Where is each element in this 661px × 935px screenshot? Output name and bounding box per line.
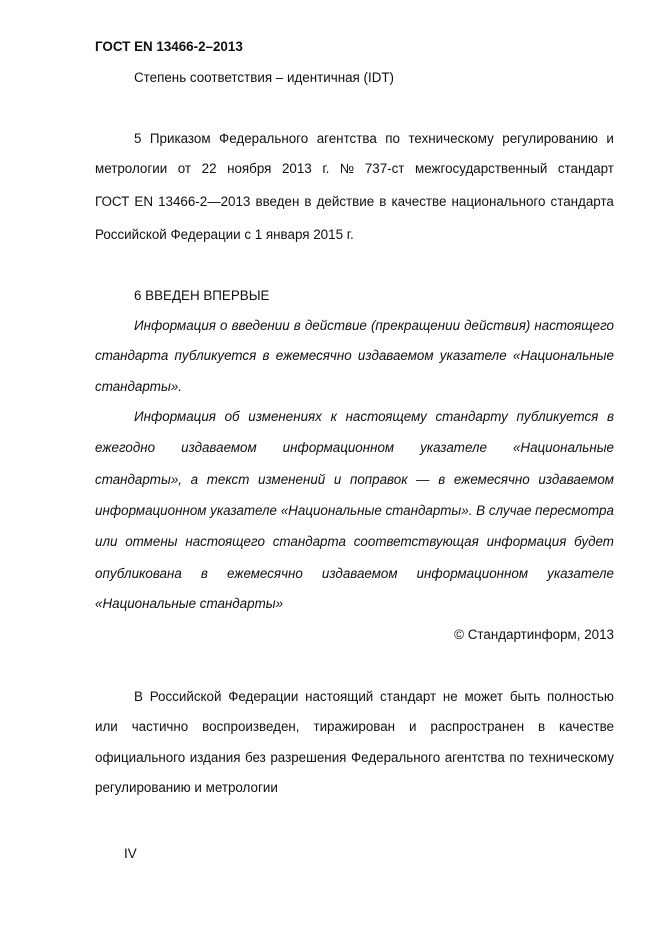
section6-p2-line5 [95, 534, 614, 550]
word: 13466-2—2013 [158, 194, 251, 209]
notice-line1 [134, 689, 614, 705]
word: поправок [349, 472, 408, 487]
word: по [509, 750, 525, 765]
word: указателе [210, 503, 278, 518]
word: и [333, 472, 342, 487]
word: национального [451, 194, 546, 209]
word: соответствующая [353, 534, 479, 549]
word: агентства [316, 131, 377, 146]
section6-title: 6 ВВЕДЕН ВПЕРВЫЕ [134, 288, 270, 303]
word: ежегодно [95, 440, 156, 455]
section6-p2-line1 [134, 409, 614, 425]
word: случае [488, 503, 532, 518]
word: настоящего [534, 318, 614, 333]
word: в [379, 194, 387, 209]
word: стандарты», [95, 472, 182, 487]
word: информационном [416, 566, 529, 581]
word: Приказом [149, 131, 211, 146]
word: настоящего [185, 534, 265, 549]
word: от [177, 161, 192, 176]
word: по [385, 131, 400, 146]
word: о [220, 318, 228, 333]
word: разрешения [270, 750, 347, 765]
notice-line3 [95, 750, 614, 766]
word: или [95, 719, 118, 734]
word: стандарт [380, 689, 437, 704]
word: издаваемом [538, 472, 614, 487]
word: пересмотра [535, 503, 614, 518]
word: информация [486, 534, 567, 549]
word: в [304, 194, 312, 209]
word: «Национальные [512, 348, 614, 363]
word: тиражирован [313, 719, 396, 734]
word: настоящему [345, 409, 427, 424]
word: в [606, 409, 614, 424]
section6-p1-line2 [95, 348, 614, 364]
word: быть [509, 689, 541, 704]
word: об [224, 409, 240, 424]
word: частично [131, 719, 189, 734]
word: в [293, 318, 301, 333]
section6-p1-line3: стандарты». [95, 379, 182, 394]
word: издаваемом [181, 440, 257, 455]
word: опубликована [95, 566, 182, 581]
word: ноября [227, 161, 272, 176]
word: и [409, 719, 417, 734]
word: техническому [528, 750, 614, 765]
word: межгосударственный [415, 161, 548, 176]
word: г. [322, 161, 330, 176]
word: распространен [430, 719, 525, 734]
word: 737-ст [364, 161, 405, 176]
word: EN [134, 194, 153, 209]
word: издаваемом [357, 348, 434, 363]
word: действие [304, 318, 367, 333]
word: Федерального [350, 750, 441, 765]
word: публикуется [516, 409, 599, 424]
section6-p2-line2 [95, 440, 614, 456]
word: регулированию [502, 131, 598, 146]
word: ГОСТ [95, 194, 130, 209]
section6-p2-line6 [95, 566, 614, 582]
word: а [190, 472, 199, 487]
word: Федерации [228, 689, 299, 704]
word: ежемесячно [453, 472, 530, 487]
word: качестве [391, 194, 447, 209]
copyright: © Стандартинформ, 2013 [454, 627, 614, 642]
word: качестве [559, 719, 614, 734]
word: в [200, 566, 208, 581]
word: текст [206, 472, 250, 487]
notice-line2 [95, 719, 614, 735]
word: 22 [201, 161, 217, 176]
section5-line4: Российской Федерации с 1 января 2015 г. [95, 227, 354, 242]
word: изменениях [248, 409, 322, 424]
word: указателе [420, 440, 487, 455]
word: Информация [134, 409, 216, 424]
word: публикуется [174, 348, 257, 363]
word: или [95, 534, 118, 549]
word: введении [231, 318, 290, 333]
section5-line1 [134, 131, 614, 147]
word: без [245, 750, 266, 765]
word: В [134, 689, 143, 704]
word: будет [574, 534, 614, 549]
word: метрологии [95, 161, 168, 176]
word: действие [316, 194, 375, 209]
word: (прекращении [370, 318, 461, 333]
word: издания [189, 750, 241, 765]
word: официального [95, 750, 186, 765]
word: стандарту [435, 409, 508, 424]
word: — [416, 472, 430, 487]
word: ежемесячно [275, 348, 352, 363]
word: введен [255, 194, 300, 209]
word: в [438, 472, 446, 487]
section6-p2-line7: «Национальные стандарты» [95, 596, 284, 611]
word: «Национальные [512, 440, 614, 455]
standard-code-header: ГОСТ EN 13466-2–2013 [95, 39, 243, 54]
notice-line4: регулированию и метрологии [95, 780, 278, 795]
word: к [330, 409, 337, 424]
word: «Национальные [280, 503, 382, 518]
word: действия) [464, 318, 531, 333]
word: стандарт [557, 161, 614, 176]
word: 2013 [281, 161, 312, 176]
degree-of-conformity: Степень соответствия – идентичная (IDT) [134, 70, 395, 85]
word: 5 [134, 131, 142, 146]
section6-p2-line3 [95, 472, 614, 488]
section6-p2-line4 [95, 503, 614, 519]
word: стандарты». [385, 503, 473, 518]
word: отмены [125, 534, 178, 549]
word: Российской [149, 689, 222, 704]
word: Информация [134, 318, 216, 333]
section5-line3 [95, 194, 614, 210]
word: информационном [95, 503, 207, 518]
word: и [606, 131, 614, 146]
word: в [262, 348, 270, 363]
word: указателе [439, 348, 507, 363]
word: № [339, 161, 355, 176]
word: в [538, 719, 546, 734]
word: стандарта [95, 348, 169, 363]
page-number: IV [124, 846, 137, 861]
word: полностью [546, 689, 614, 704]
word: изменений [258, 472, 326, 487]
word: стандарта [550, 194, 614, 209]
word: информационном [282, 440, 395, 455]
word: не [442, 689, 458, 704]
word: воспроизведен, [202, 719, 300, 734]
word: издаваемом [321, 566, 398, 581]
word: ежемесячно [226, 566, 303, 581]
word: техническому [408, 131, 494, 146]
word: может [464, 689, 504, 704]
word: В [476, 503, 486, 518]
section5-line2 [95, 161, 614, 177]
word: указателе [547, 566, 614, 581]
word: агентства [444, 750, 505, 765]
word: Федерального [219, 131, 309, 146]
word: настоящий [305, 689, 374, 704]
word: стандарта [272, 534, 346, 549]
section6-p1-line1 [134, 318, 614, 334]
